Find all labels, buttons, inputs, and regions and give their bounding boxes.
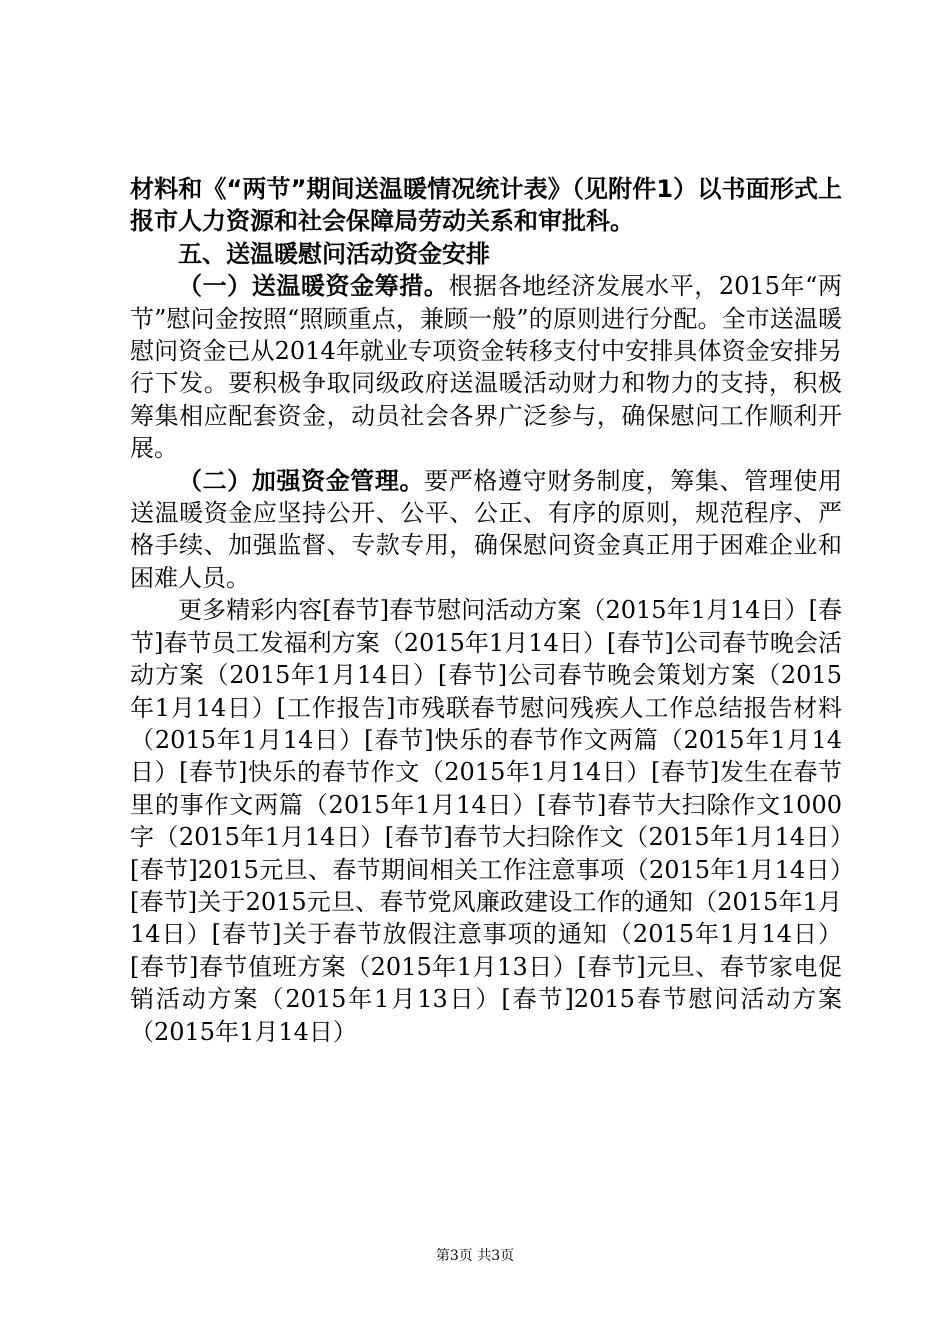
page-number-footer: 第3页 共3页 bbox=[435, 1248, 515, 1264]
subheading-fund-raising: （一）送温暖资金筹措。 bbox=[178, 272, 449, 301]
subheading-fund-management: （二）加强资金管理。 bbox=[178, 466, 425, 495]
paragraph-fund-raising bbox=[130, 270, 842, 464]
paragraph-reporting: 材料和《“两节”期间送温暖情况统计表》（见附件1）以书面形式上报市人力资源和社会保障局劳动关系和审批科。 bbox=[130, 175, 842, 236]
paragraph-fund-management-text: 要严格遵守财务制度，筹集、管理使用送温暖资金应坚持公开、公平、公正、有序的原则，规范程序、严格手续、加强监督、专款专用，确保慰问资金真正用于困难企业和困难人员。 bbox=[130, 466, 843, 592]
document-body bbox=[130, 173, 842, 1048]
paragraph-more-content: 更多精彩内容[春节]春节慰问活动方案（2015年1月14日）[春节]春节员工发福利方案（2015年1月14日）[春节]公司春节晚会活动方案（2015年1月14日）[春节]公司春节晚会策划方案（2015年1月14日）[工作报告]市残联春节慰问残疾人工作总结报告材料（2015年1月14日）[春节]快乐的春节作文两篇（2015年1月14日）[春节]快乐的春节作文（2015年1月14日）[春节]发生在春节里的事作文两篇（2015年1月14日）[春节]春节大扫除作文1000字（2015年1月14日）[春节]春节大扫除作文（2015年1月14日）[春节]2015元旦、春节期间相关工作注意事项（2015年1月14日）[春节]关于2015元旦、春节党风廉政建设工作的通知（2015年1月14日）[春节]关于春节放假注意事项的通知（2015年1月14日）[春节]春节值班方案（2015年1月13日）[春节]元旦、春节家电促销活动方案（2015年1月13日）[春节]2015春节慰问活动方案（2015年1月14日） bbox=[130, 596, 842, 1046]
paragraph-fund-management bbox=[130, 465, 842, 595]
section-heading-funding: 五、送温暖慰问活动资金安排 bbox=[178, 239, 490, 268]
paragraph-fund-raising-text: 根据各地经济发展水平，2015年“两节”慰问金按照“照顾重点，兼顾一般”的原则进行分配。全市送温暖慰问资金已从2014年就业专项资金转移支付中安排具体资金安排另行下发。要积极争取同级政府送温暖活动财力和物力的支持，积极筹集相应配套资金，动员社会各界广泛参与，确保慰问工作顺利开展。 bbox=[130, 272, 842, 463]
